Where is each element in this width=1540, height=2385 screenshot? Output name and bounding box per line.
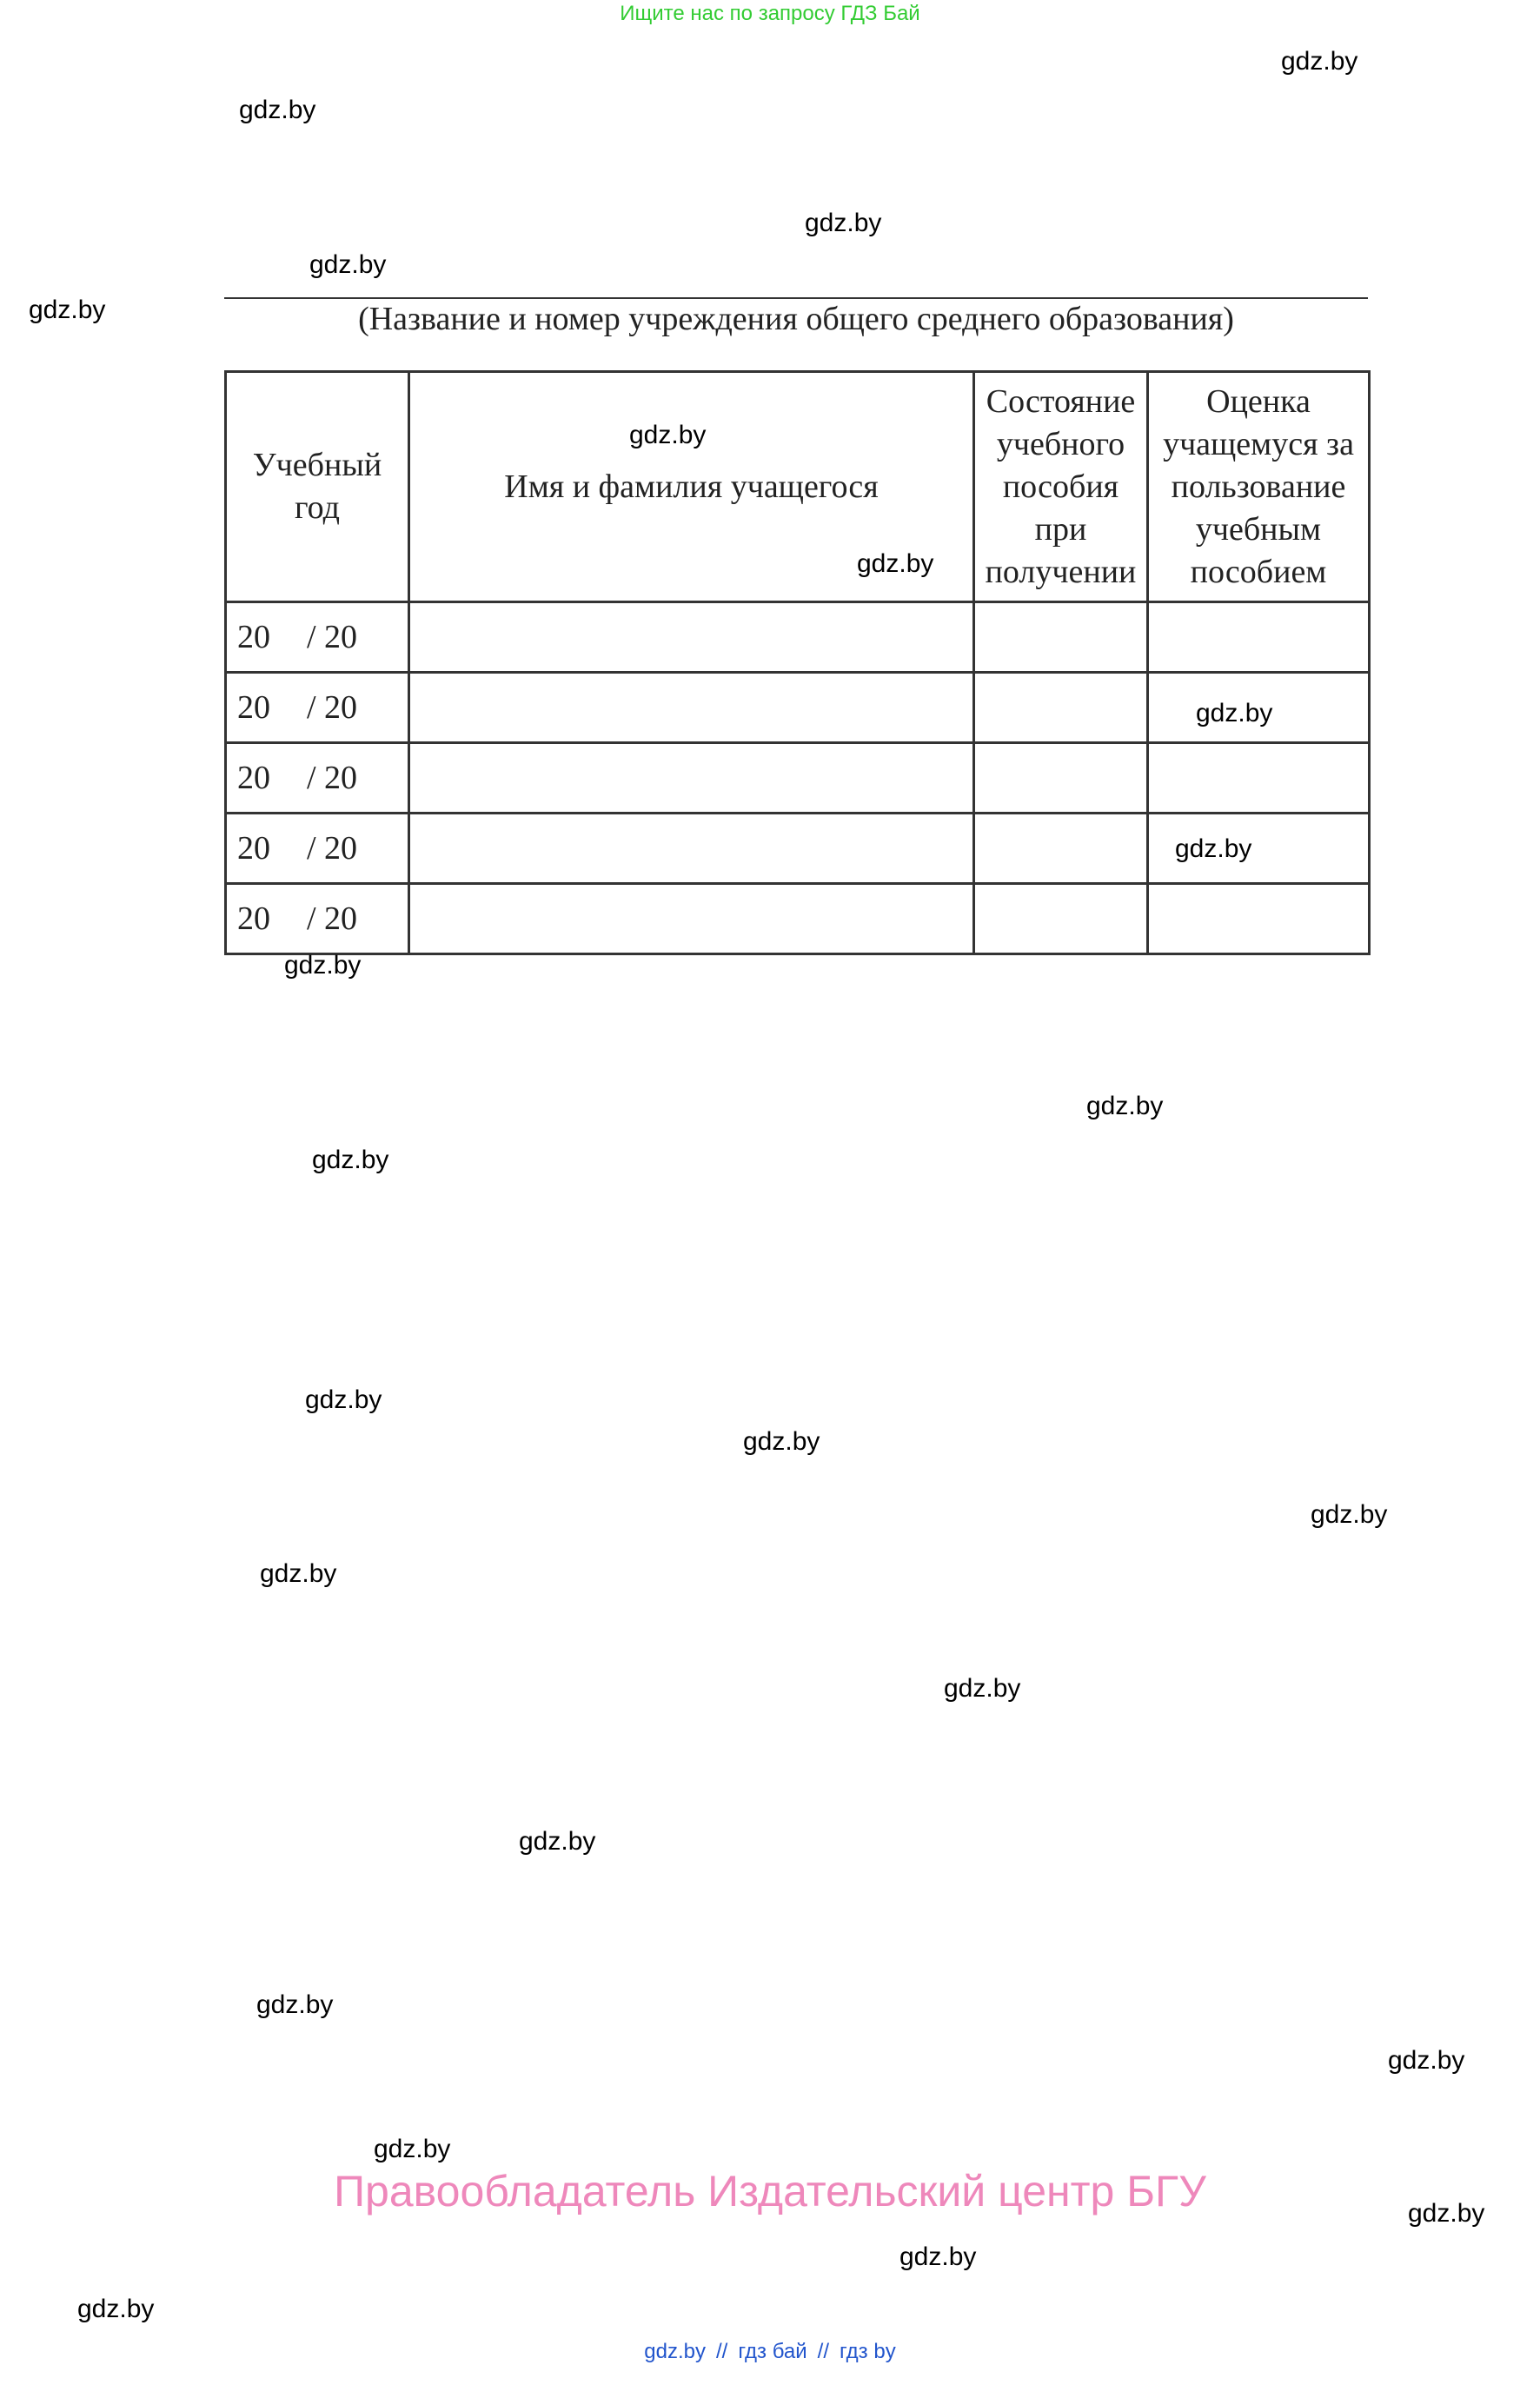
- grade-cell: [1148, 884, 1370, 954]
- watermark: gdz.by: [944, 1674, 1021, 1703]
- watermark: gdz.by: [1408, 2199, 1485, 2228]
- watermark: gdz.by: [260, 1559, 337, 1588]
- student-name-cell: [409, 602, 974, 673]
- institution-underline: [224, 297, 1368, 299]
- textbook-record-table: [224, 370, 1371, 955]
- table-row: [226, 602, 1370, 673]
- watermark: gdz.by: [519, 1827, 596, 1856]
- footer-separator: //: [716, 2340, 728, 2363]
- watermark: gdz.by: [743, 1427, 820, 1456]
- header-student-name: Имя и фамилия учащегося: [409, 372, 974, 602]
- year-cell: 20 / 20: [226, 884, 409, 954]
- year-cell: 20 / 20: [226, 814, 409, 884]
- year-cell: 20 / 20: [226, 602, 409, 673]
- footer-link[interactable]: гдз by: [840, 2340, 896, 2363]
- condition-cell: [974, 743, 1148, 814]
- watermark: gdz.by: [899, 2242, 977, 2271]
- student-name-cell: [409, 673, 974, 743]
- condition-cell: [974, 673, 1148, 743]
- watermark: gdz.by: [29, 296, 106, 324]
- watermark: gdz.by: [1388, 2046, 1465, 2075]
- footer-links: [0, 2340, 1540, 2364]
- watermark: gdz.by: [805, 209, 882, 237]
- footer-link[interactable]: гдз бай: [738, 2340, 807, 2363]
- watermark: gdz.by: [77, 2295, 155, 2323]
- table-row: [226, 743, 1370, 814]
- grade-cell: [1148, 602, 1370, 673]
- grade-cell: [1148, 743, 1370, 814]
- watermark: gdz.by: [305, 1385, 382, 1414]
- copyright-holder: Правообладатель Издательский центр БГУ: [334, 2167, 1206, 2216]
- student-name-cell: [409, 814, 974, 884]
- watermark: gdz.by: [1196, 699, 1273, 727]
- watermark: gdz.by: [1311, 1500, 1388, 1529]
- student-name-cell: [409, 743, 974, 814]
- watermark: gdz.by: [309, 250, 387, 279]
- header-year: Учебный год: [226, 372, 409, 602]
- student-name-cell: [409, 884, 974, 954]
- condition-cell: [974, 814, 1148, 884]
- footer-separator: //: [817, 2340, 829, 2363]
- condition-cell: [974, 884, 1148, 954]
- table-row: [226, 884, 1370, 954]
- watermark: gdz.by: [239, 96, 316, 124]
- watermark: gdz.by: [1281, 47, 1358, 76]
- year-cell: 20 / 20: [226, 673, 409, 743]
- year-cell: 20 / 20: [226, 743, 409, 814]
- watermark: gdz.by: [1086, 1092, 1164, 1120]
- footer-link[interactable]: gdz.by: [644, 2340, 706, 2363]
- watermark: gdz.by: [857, 549, 934, 578]
- watermark: gdz.by: [374, 2135, 451, 2163]
- institution-caption: (Название и номер учреждения общего среднего образования): [358, 301, 1234, 337]
- header-grade: Оценка учащемуся за пользование учебным пособием: [1148, 372, 1370, 602]
- header-condition: Состояние учебного пособия при получении: [974, 372, 1148, 602]
- condition-cell: [974, 602, 1148, 673]
- search-hint-banner: Ищите нас по запросу ГДЗ Бай: [620, 2, 920, 25]
- watermark: gdz.by: [284, 951, 362, 980]
- watermark: gdz.by: [1175, 834, 1252, 863]
- watermark: gdz.by: [629, 421, 707, 449]
- watermark: gdz.by: [312, 1146, 389, 1174]
- watermark: gdz.by: [256, 1990, 334, 2019]
